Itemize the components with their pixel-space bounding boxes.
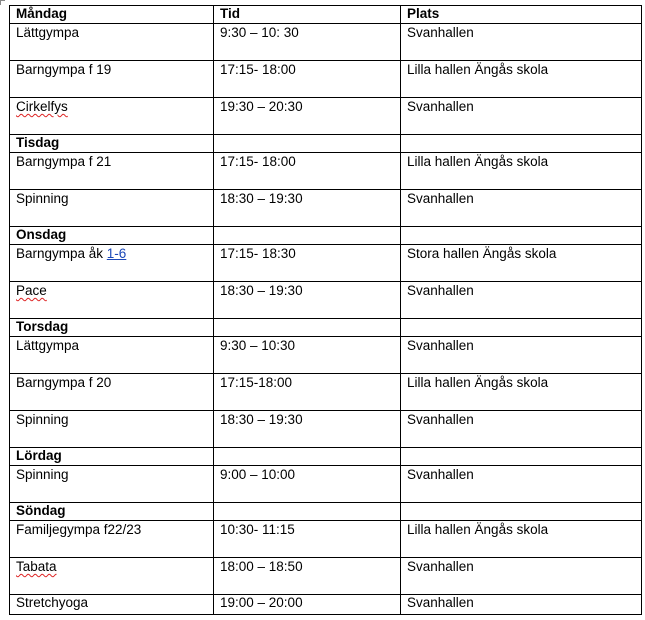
time-cell: 17:15- 18:00 xyxy=(214,61,401,98)
table-row xyxy=(10,595,642,615)
place-cell: Svanhallen xyxy=(401,595,642,615)
day-header-row xyxy=(10,319,642,337)
place-cell: Svanhallen xyxy=(401,282,642,319)
place-cell: Svanhallen xyxy=(401,98,642,135)
time-cell: 18:30 – 19:30 xyxy=(214,282,401,319)
document-corner-mark xyxy=(0,0,5,5)
activity-cell xyxy=(10,558,214,595)
day-header: Onsdag xyxy=(10,227,214,245)
activity-text: Barngympa åk xyxy=(16,246,107,261)
empty-cell xyxy=(401,135,642,153)
day-header-row xyxy=(10,227,642,245)
time-cell: 10:30- 11:15 xyxy=(214,521,401,558)
time-cell: 9:30 – 10: 30 xyxy=(214,24,401,61)
activity-cell xyxy=(10,98,214,135)
empty-cell xyxy=(401,227,642,245)
place-cell: Svanhallen xyxy=(401,411,642,448)
spellcheck-word: Cirkelfys xyxy=(16,99,68,114)
time-cell: 18:30 – 19:30 xyxy=(214,411,401,448)
empty-cell xyxy=(401,503,642,521)
time-cell: 18:30 – 19:30 xyxy=(214,190,401,227)
place-cell: Svanhallen xyxy=(401,24,642,61)
activity-cell xyxy=(10,282,214,319)
table-row xyxy=(10,245,642,282)
empty-cell xyxy=(214,135,401,153)
day-header: Söndag xyxy=(10,503,214,521)
activity-cell: Spinning xyxy=(10,190,214,227)
time-cell: 19:30 – 20:30 xyxy=(214,98,401,135)
activity-cell: Barngympa f 20 xyxy=(10,374,214,411)
empty-cell xyxy=(214,319,401,337)
day-header: Lördag xyxy=(10,448,214,466)
table-row xyxy=(10,61,642,98)
table-row xyxy=(10,190,642,227)
place-cell: Lilla hallen Ängås skola xyxy=(401,521,642,558)
empty-cell xyxy=(214,227,401,245)
activity-cell: Barngympa f 19 xyxy=(10,61,214,98)
place-cell: Svanhallen xyxy=(401,558,642,595)
activity-cell xyxy=(10,245,214,282)
time-cell: 17:15-18:00 xyxy=(214,374,401,411)
table-row xyxy=(10,558,642,595)
activity-cell: Spinning xyxy=(10,466,214,503)
spellcheck-word: Tabata xyxy=(16,559,57,574)
activity-cell: Spinning xyxy=(10,411,214,448)
table-row xyxy=(10,466,642,503)
day-header-row xyxy=(10,503,642,521)
day-header-row xyxy=(10,448,642,466)
empty-cell xyxy=(214,448,401,466)
spellcheck-word: Pace xyxy=(16,283,47,298)
time-cell: 9:00 – 10:00 xyxy=(214,466,401,503)
place-cell: Svanhallen xyxy=(401,466,642,503)
activity-cell: Barngympa f 21 xyxy=(10,153,214,190)
time-cell: 17:15- 18:30 xyxy=(214,245,401,282)
table-row xyxy=(10,24,642,61)
place-cell: Lilla hallen Ängås skola xyxy=(401,61,642,98)
empty-cell xyxy=(401,448,642,466)
activity-cell: Lättgympa xyxy=(10,24,214,61)
place-cell: Stora hallen Ängås skola xyxy=(401,245,642,282)
time-cell: 17:15- 18:00 xyxy=(214,153,401,190)
empty-cell xyxy=(401,319,642,337)
empty-cell xyxy=(214,503,401,521)
time-cell: 19:00 – 20:00 xyxy=(214,595,401,615)
place-cell: Svanhallen xyxy=(401,190,642,227)
day-header-row xyxy=(10,135,642,153)
place-cell: Svanhallen xyxy=(401,337,642,374)
time-column-header: Tid xyxy=(214,6,401,24)
table-row xyxy=(10,98,642,135)
time-cell: 18:00 – 18:50 xyxy=(214,558,401,595)
schedule-table xyxy=(9,5,642,615)
table-row xyxy=(10,521,642,558)
table-row xyxy=(10,411,642,448)
table-row xyxy=(10,337,642,374)
table-row xyxy=(10,374,642,411)
activity-cell: Familjegympa f22/23 xyxy=(10,521,214,558)
activity-cell: Lättgympa xyxy=(10,337,214,374)
place-column-header: Plats xyxy=(401,6,642,24)
table-row xyxy=(10,282,642,319)
time-cell: 9:30 – 10:30 xyxy=(214,337,401,374)
activity-cell: Stretchyoga xyxy=(10,595,214,615)
place-cell: Lilla hallen Ängås skola xyxy=(401,153,642,190)
table-row xyxy=(10,153,642,190)
day-header-row xyxy=(10,6,642,24)
place-cell: Lilla hallen Ängås skola xyxy=(401,374,642,411)
day-header: Måndag xyxy=(10,6,214,24)
day-header: Tisdag xyxy=(10,135,214,153)
day-header: Torsdag xyxy=(10,319,214,337)
grade-link[interactable]: 1-6 xyxy=(106,246,127,261)
